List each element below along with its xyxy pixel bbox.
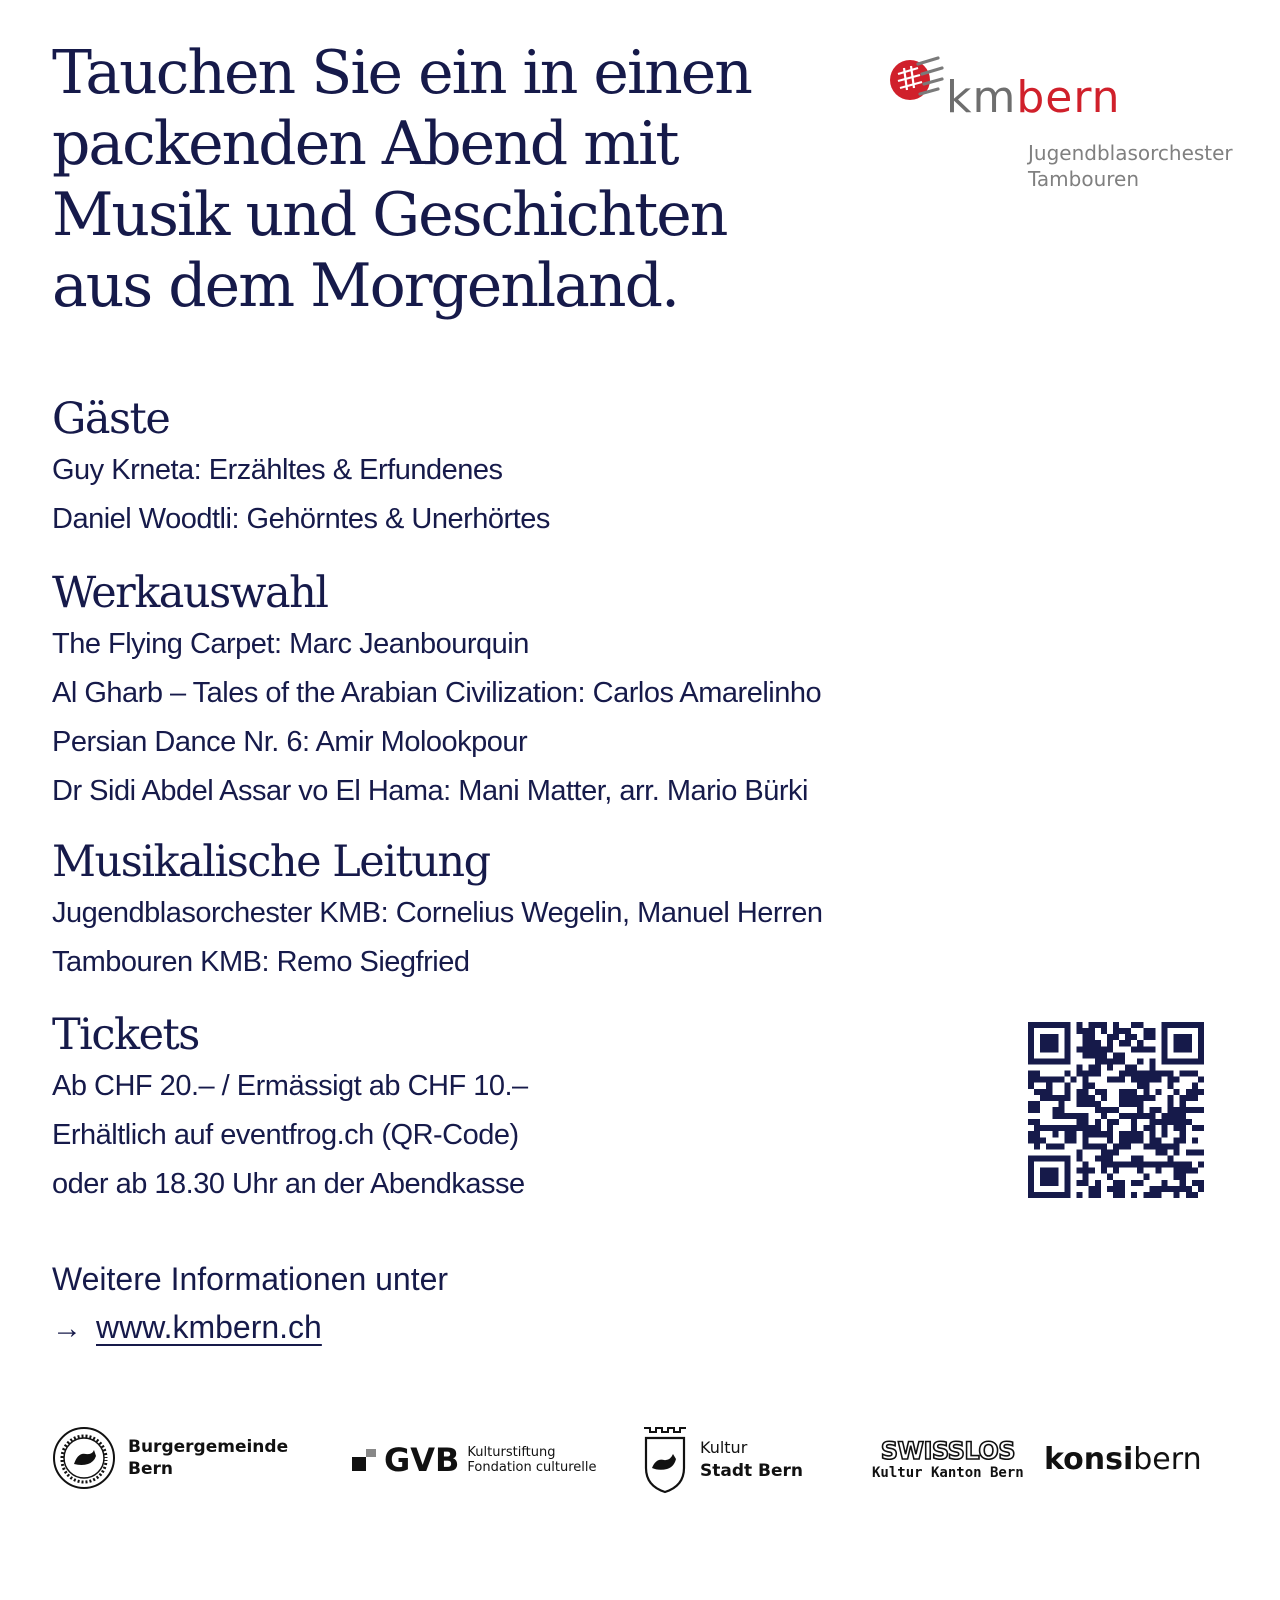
- burgergemeinde-seal-icon: [52, 1426, 116, 1490]
- logo-bern: bern: [1016, 72, 1121, 123]
- headline-line-1: Tauchen Sie ein in einen: [52, 38, 751, 108]
- section-heading: Werkauswahl: [52, 568, 328, 618]
- work-line: Dr Sidi Abdel Assar vo El Hama: Mani Matter, arr. Mario Bürki: [52, 775, 808, 807]
- stadt-bern-line-2: Stadt Bern: [700, 1461, 804, 1481]
- burgergemeinde-line-2: Bern: [128, 1459, 173, 1479]
- section-tickets: [52, 1008, 528, 1209]
- gvb-text: [467, 1445, 596, 1475]
- headline-line-4: aus dem Morgenland.: [52, 251, 679, 321]
- ticket-line: Ab CHF 20.– / Ermässigt ab CHF 10.–: [52, 1070, 528, 1102]
- swisslos-line-2: Kultur Kanton Bern: [872, 1465, 1024, 1481]
- section-heading: Musikalische Leitung: [52, 837, 490, 887]
- more-info: [52, 1255, 448, 1353]
- gvb-mark-icon: [352, 1447, 378, 1473]
- burgergemeinde-line-1: Burgergemeinde: [128, 1437, 289, 1457]
- section-heading: Gäste: [52, 394, 170, 444]
- headline-line-2: packenden Abend mit: [52, 109, 678, 179]
- sponsor-burgergemeinde: [52, 1426, 288, 1490]
- bern-coat-of-arms-icon: [642, 1424, 688, 1494]
- kmbern-wordmark: [946, 72, 1121, 124]
- section-leitung: [52, 835, 822, 987]
- stadt-bern-text: [700, 1436, 803, 1482]
- logo-sub-line-1: Jugendblasorchester: [1028, 141, 1233, 165]
- more-info-link-row: [52, 1303, 448, 1353]
- headline: [52, 38, 812, 322]
- work-line: Persian Dance Nr. 6: Amir Molookpour: [52, 726, 528, 758]
- guest-line: Daniel Woodtli: Gehörntes & Unerhörtes: [52, 503, 550, 535]
- kmbern-logo-mark: [888, 54, 944, 110]
- section-werkauswahl: [52, 566, 821, 816]
- ticket-qr-code[interactable]: [1028, 1022, 1204, 1198]
- sponsor-stadt-bern: [642, 1424, 803, 1494]
- conductor-line: Tambouren KMB: Remo Siegfried: [52, 946, 470, 978]
- stadt-bern-line-1: Kultur: [700, 1438, 748, 1457]
- more-info-label: Weitere Informationen unter: [52, 1261, 449, 1297]
- ticket-line: oder ab 18.30 Uhr an der Abendkasse: [52, 1168, 525, 1200]
- burgergemeinde-text: [128, 1436, 288, 1480]
- logo-subtitle: [1028, 140, 1233, 192]
- sponsor-bar: [0, 1420, 1280, 1510]
- headline-line-3: Musik und Geschichten: [52, 180, 727, 250]
- sponsor-konsibern: [1044, 1444, 1202, 1476]
- gvb-line-2: Fondation culturelle: [467, 1460, 597, 1475]
- work-line: The Flying Carpet: Marc Jeanbourquin: [52, 628, 529, 660]
- swisslos-name: SWISSLOS: [880, 1437, 1016, 1465]
- sponsor-gvb: [352, 1441, 597, 1479]
- section-gaeste: [52, 392, 550, 544]
- section-heading: Tickets: [52, 1010, 199, 1060]
- work-line: Al Gharb – Tales of the Arabian Civilization: Carlos Amarelinho: [52, 677, 822, 709]
- logo-sub-line-2: Tambouren: [1028, 167, 1140, 191]
- guest-line: Guy Krneta: Erzähltes & Erfundenes: [52, 454, 503, 486]
- konsi-part: konsi: [1044, 1442, 1134, 1477]
- gvb-line-1: Kulturstiftung: [467, 1445, 556, 1460]
- ticket-line: Erhältlich auf eventfrog.ch (QR-Code): [52, 1119, 519, 1151]
- website-link[interactable]: www.kmbern.ch: [96, 1309, 322, 1345]
- gvb-name: GVB: [384, 1441, 460, 1479]
- arrow-right-icon: →: [52, 1312, 82, 1345]
- sponsor-swisslos: [872, 1438, 1024, 1482]
- conductor-line: Jugendblasorchester KMB: Cornelius Wegelin, Manuel Herren: [52, 897, 823, 929]
- kmbern-logo: [888, 50, 1248, 200]
- logo-km: km: [946, 72, 1017, 123]
- bern-part: bern: [1133, 1442, 1202, 1477]
